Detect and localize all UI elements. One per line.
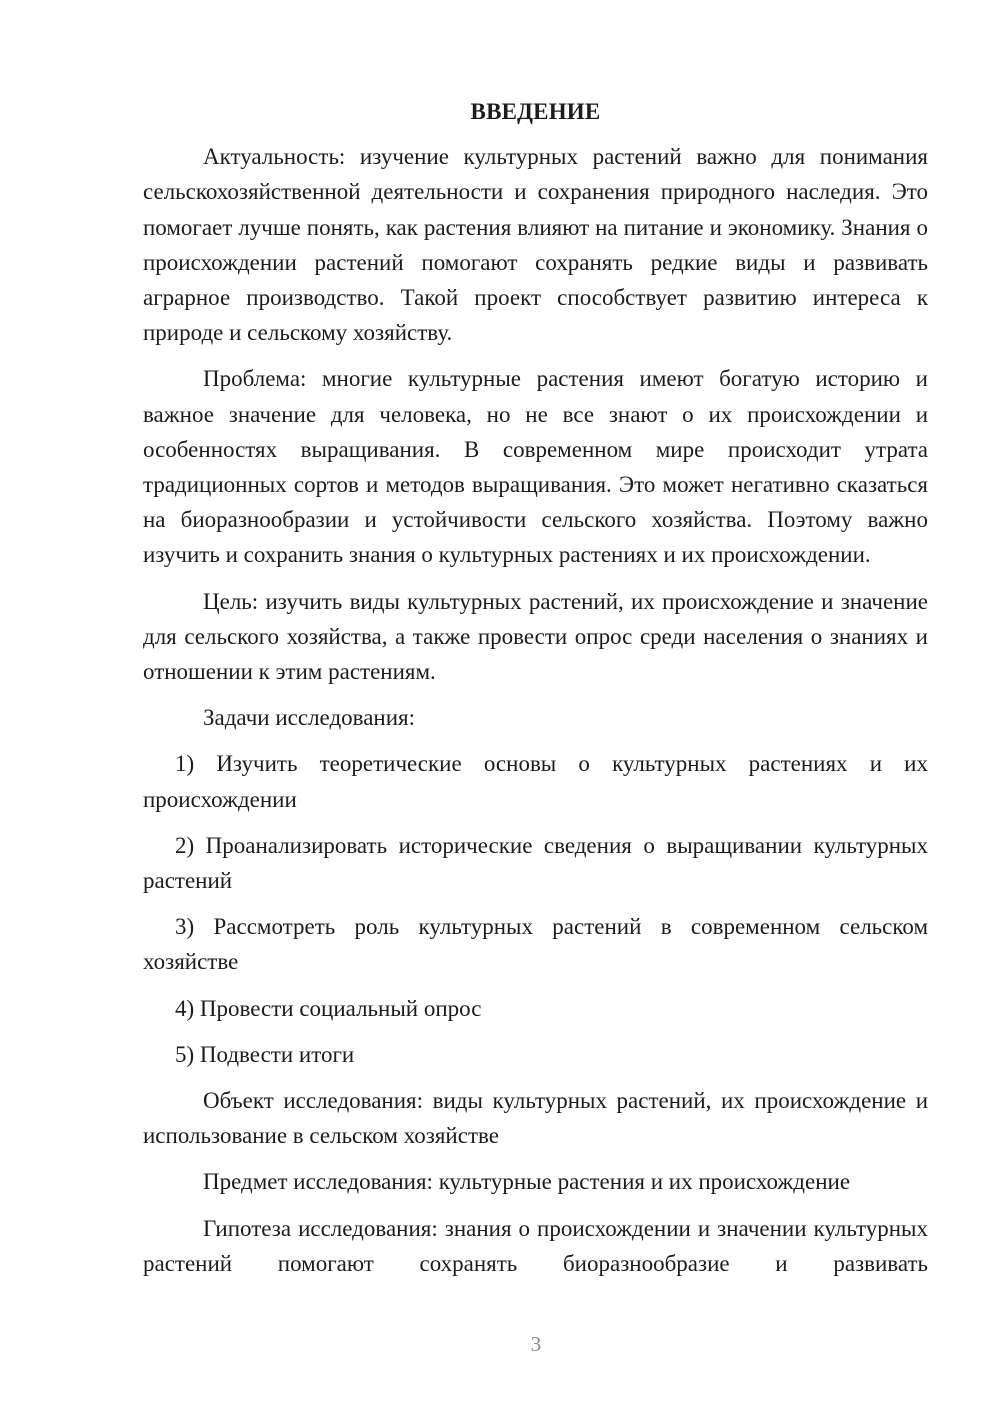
- goal-paragraph: Цель: изучить виды культурных растений, их происхождение и значение для сельского хозяйства, а также провести опрос среди населения о знаниях и отношении к этим растениям.: [143, 588, 928, 685]
- tasks-heading: Задачи исследования:: [203, 705, 416, 731]
- page-number: 3: [530, 1332, 542, 1356]
- hypothesis-paragraph: Гипотеза исследования: знания о происхождении и значении культурных растений помогают сохранять биоразнообразие и развивать: [143, 1215, 928, 1276]
- subject-paragraph: Предмет исследования: культурные растения и их происхождение: [203, 1169, 851, 1195]
- tasks-list: [143, 746, 928, 1072]
- problem-paragraph: Проблема: многие культурные растения имеют богатую историю и важное значение для человека, но не все знают о их происхождении и особенностях выращивания. В современном мире происходит утрата традиционных сортов и методов выращивания. Это может негативно сказаться на биоразнообразии и устойчивости сельского хозяйства. Поэтому важно изучить и сохранить знания о культурных растениях и их происхождении.: [143, 366, 928, 568]
- page-body: [143, 94, 928, 1292]
- relevance-paragraph: Актуальность: изучение культурных растений важно для понимания сельскохозяйственной деятельности и сохранения природного наследия. Это помогает лучше понять, как растения влияют на питание и экономику. Знания о происхождении растений помогают сохранять редкие виды и развивать аграрное производство. Такой проект способствует развитию интереса к природе и сельскому хозяйству.: [143, 144, 928, 346]
- list-item: 1) Изучить теоретические основы о культурных растениях и их происхождении: [143, 751, 928, 812]
- list-item: 4) Провести социальный опрос: [175, 995, 482, 1021]
- list-item: 3) Рассмотреть роль культурных растений в современном сельском хозяйстве: [143, 914, 928, 975]
- object-paragraph: Объект исследования: виды культурных растений, их происхождение и использование в сельском хозяйстве: [143, 1088, 928, 1149]
- list-item: 2) Проанализировать исторические сведения о выращивании культурных растений: [143, 832, 928, 894]
- list-item: 5) Подвести итоги: [175, 1041, 355, 1067]
- page-title: ВВЕДЕНИЕ: [470, 99, 601, 124]
